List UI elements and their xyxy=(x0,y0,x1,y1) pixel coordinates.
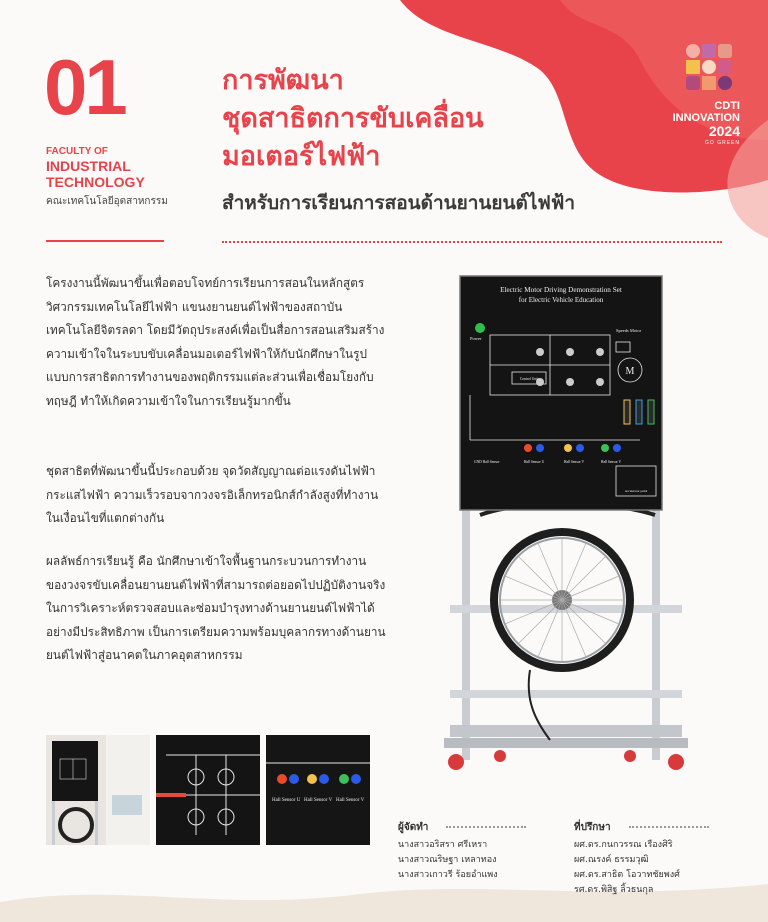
maker-name: นางสาวณริษฐา เหลาทอง xyxy=(398,855,497,865)
thumb-hall-w: Hall Sensor V xyxy=(336,798,365,803)
makers-heading: ผู้จัดทำ xyxy=(398,820,526,835)
faculty-line-2: INDUSTRIAL xyxy=(46,157,131,174)
thumbnail-panel-closeup xyxy=(156,735,260,845)
section-number: 01 xyxy=(44,43,125,131)
panel-power-label: Power xyxy=(470,336,482,341)
panel-control-unit: Control Unit xyxy=(519,377,539,381)
thumb-hall-u: Hall Sensor U xyxy=(272,798,301,803)
cdti-logo-icon xyxy=(680,44,736,92)
faculty-name-th: คณะเทคโนโลยีอุตสาหกรรม xyxy=(46,196,168,207)
faculty-line-1: FACULTY OF xyxy=(46,146,108,157)
advisor-name: ผศ.ดร.กนกวรรณ เรืองศิริ xyxy=(574,840,673,850)
paragraph-intro: โครงงานนี้พัฒนาขึ้นเพื่อตอบโจทย์การเรียนการสอนในหลักสูตรวิศวกรรมเทคโนโลยีไฟฟ้า แขนงยานยนต์ไฟฟ้าของสถาบันเทคโนโลยีจิตรลดา โดยมีวัตถุประสงค์เพื่อเป็นสื่อการสอนเสริมสร้างความเข้าใจในระบบขับเคลื่อนมอเตอร์ไฟฟ้าให้กับนักศึกษาในรูปแบบการสาธิตการทำงานของพฤติกรรมแต่ละส่วนเพื่อเชื่อมโยงกับทฤษฎี ทำให้เกิดความเข้าใจในการเรียนรู้มากขึ้น xyxy=(46,276,385,408)
panel-title-1: Electric Motor Driving Demonstration Set xyxy=(500,286,622,294)
thumbnail-hall-sensors xyxy=(266,735,370,845)
title-line-2: ชุดสาธิตการขับเคลื่อน xyxy=(222,103,484,134)
maker-name: นางสาวเกาวรี ร้อยอำแพง xyxy=(398,870,498,880)
page-subtitle: สำหรับการเรียนการสอนด้านยานยนต์ไฟฟ้า xyxy=(222,192,576,214)
credits-advisors xyxy=(574,820,709,898)
panel-gnd-hall: GND Hall Sensor xyxy=(474,460,500,464)
maker-name: นางสาวอริสรา ศรีเหรา xyxy=(398,840,488,850)
page-title xyxy=(222,62,484,176)
logo-text-cdti: CDTI xyxy=(714,100,740,112)
dotted-divider xyxy=(222,241,722,243)
faculty-line-3: TECHNOLOGY xyxy=(46,174,145,191)
thumb-hall-v: Hall Sensor V xyxy=(304,798,333,803)
panel-speeds-label: Speeds Motor xyxy=(616,328,642,333)
demonstration-set-photo xyxy=(440,270,690,790)
credits-makers xyxy=(398,820,526,883)
advisor-name: ผศ.ดร.สาธิต โอวาทชัยพงศ์ xyxy=(574,870,680,880)
paragraph-outcomes: ผลลัพธ์การเรียนรู้ คือ นักศึกษาเข้าใจพื้นฐานกระบวนการทำงานของวงจรขับเคลื่อนยานยนต์ไฟฟ้าที่สามารถต่อยอดไปปฏิบัติงานจริงในการวิเคราะห์ตรวจสอบและซ่อมบำรุงทางด้านยานยนต์ไฟฟ้าได้อย่างมีประสิทธิภาพ เป็นการเตรียมความพร้อมบุคลากรทางด้านยานยนต์ไฟฟ้าสู่อนาคตในภาคอุตสาหกรรม xyxy=(46,554,386,662)
panel-hall-u: Hall Sensor U xyxy=(523,460,545,464)
thumbnail-lab-photo xyxy=(46,735,150,845)
faculty-name-en xyxy=(46,146,145,191)
logo-text-year: 2024 xyxy=(708,123,740,139)
advisor-name: รศ.ดร.พิสิฐ ลิ้วธนกุล xyxy=(574,885,654,895)
panel-title-2: for Electric Vehicle Education xyxy=(518,296,604,304)
title-line-3: มอเตอร์ไฟฟ้า xyxy=(222,141,381,172)
left-divider xyxy=(46,240,164,242)
paragraph-components: ชุดสาธิตที่พัฒนาขึ้นนี้ประกอบด้วย จุดวัดสัญญาณต่อแรงดันไฟฟ้า กระแสไฟฟ้า ความเร็วรอบจากวงจรอิเล็กทรอนิกส์กำลังสูงที่ทำงานในเงื่อนไขที่แตกต่างกัน xyxy=(46,464,379,525)
title-line-1: การพัฒนา xyxy=(222,65,344,96)
panel-accelerator: Accelerator pedal xyxy=(624,489,648,493)
panel-hall-w: Hall Sensor V xyxy=(600,460,622,464)
logo-text-innovation: INNOVATION xyxy=(672,112,740,124)
advisors-heading: ที่ปรึกษา xyxy=(574,820,709,835)
logo-text-tagline: GO GREEN xyxy=(705,140,740,146)
panel-hall-v: Hall Sensor V xyxy=(563,460,585,464)
advisor-name: ผศ.ณรงค์ ธรรมวุฒิ xyxy=(574,855,649,865)
panel-motor-label: M xyxy=(625,366,635,377)
